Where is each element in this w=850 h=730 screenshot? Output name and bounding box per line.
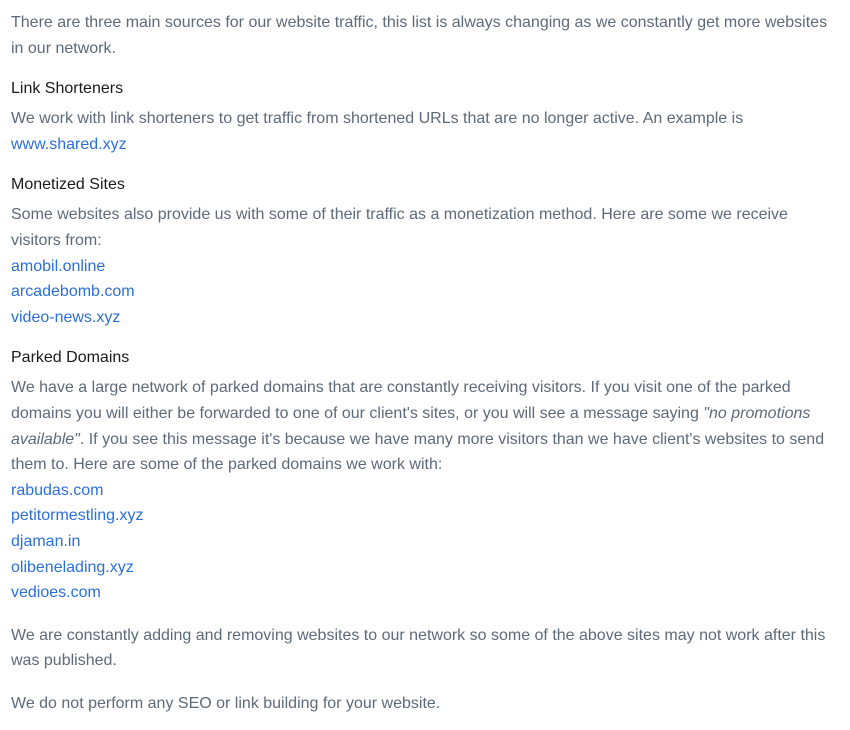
seo-note-paragraph: We do not perform any SEO or link building for your website. xyxy=(11,694,441,712)
disclaimer-paragraph: We are constantly adding and removing websites to our network so some of the above sites may not work after this was published. xyxy=(11,626,826,670)
link-shorteners-heading: Link Shorteners xyxy=(11,80,124,98)
parked-domains-text-after: . If you see this message it's because we have many more visitors than we have client's websites to send them to. Here are some of the parked domains we work with: xyxy=(11,430,825,474)
parked-domains-text xyxy=(11,375,836,477)
link-shorteners-text: We work with link shorteners to get traffic from shortened URLs that are no longer active. An example is xyxy=(11,110,744,128)
parked-domain-link[interactable]: rabudas.com xyxy=(11,481,104,499)
monetized-site-link[interactable]: video-news.xyz xyxy=(11,308,121,326)
parked-domains-section xyxy=(11,347,836,605)
monetized-sites-heading: Monetized Sites xyxy=(11,176,125,194)
parked-domains-heading: Parked Domains xyxy=(11,349,130,367)
monetized-sites-section xyxy=(11,174,836,330)
link-shorteners-section xyxy=(11,78,836,157)
monetized-site-link[interactable]: amobil.online xyxy=(11,257,106,275)
parked-domains-text-before: We have a large network of parked domains that are constantly receiving visitors. If you visit one of the parked domains you will either be forwarded to one of our client's sites, or you will see a message saying xyxy=(11,379,791,422)
parked-domain-link[interactable]: petitormestling.xyz xyxy=(11,507,144,525)
parked-domain-link[interactable]: vedioes.com xyxy=(11,584,101,602)
parked-domain-link[interactable]: djaman.in xyxy=(11,532,81,550)
monetized-site-link[interactable]: arcadebomb.com xyxy=(11,283,135,301)
intro-paragraph: There are three main sources for our website traffic, this list is always changing as we constantly get more websites in our network. xyxy=(11,14,828,57)
no-promotions-quote: "no promotions available" xyxy=(11,404,811,448)
parked-domain-link[interactable]: olibenelading.xyz xyxy=(11,558,134,576)
shared-xyz-link[interactable]: www.shared.xyz xyxy=(11,135,127,153)
monetized-sites-text: Some websites also provide us with some of their traffic as a monetization method. Here are some we receive visitors from: xyxy=(11,206,788,249)
